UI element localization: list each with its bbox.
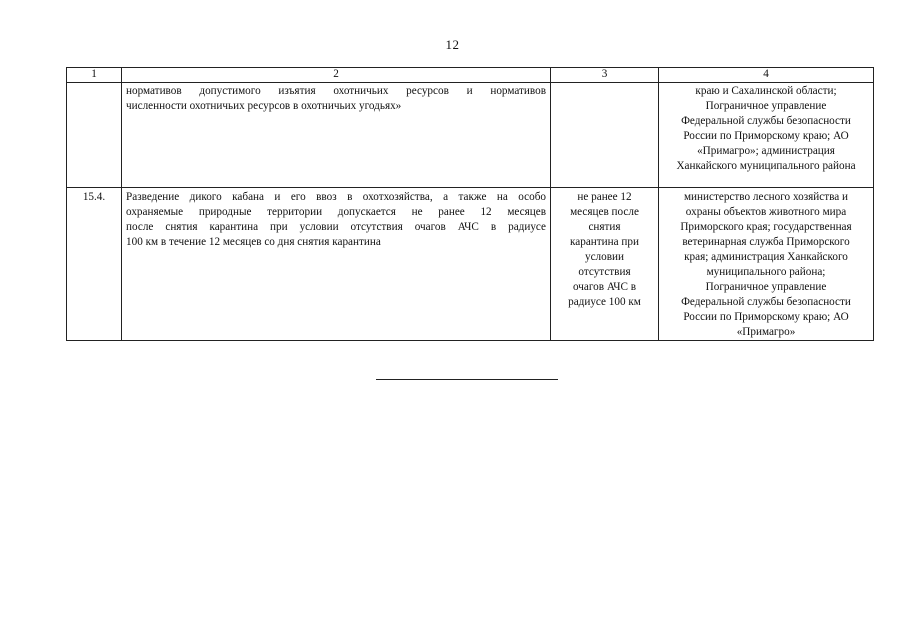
table-row	[67, 188, 874, 341]
executors-cell	[659, 188, 874, 341]
measure-text	[122, 188, 551, 341]
text-line: Федеральной службы безопасности	[681, 296, 851, 308]
text-line: Пограничное управление	[705, 281, 827, 293]
text-line: после снятия карантина при условии отсутствия очагов АЧС в радиусе	[126, 221, 546, 233]
column-header-4: 4	[659, 68, 874, 83]
text-line: края; администрация Ханкайского	[684, 251, 848, 263]
text-line: очагов АЧС в	[572, 281, 637, 293]
end-rule-divider	[376, 379, 558, 380]
text-line: нормативов допустимого изъятия охотничьих ресурсов и нормативов	[126, 85, 546, 97]
text-line: Федеральной службы безопасности	[681, 115, 851, 127]
text-line: численности охотничьих ресурсов в охотничьих угодьях»	[126, 100, 402, 112]
text-line: России по Приморскому краю; АО	[683, 130, 849, 142]
text-line: «Примагро»; администрация	[697, 145, 835, 157]
text-line: Ханкайского муниципального района	[676, 160, 856, 172]
text-line: месяцев после	[570, 206, 639, 218]
column-header-2: 2	[122, 68, 551, 83]
text-line: Разведение дикого кабана и его ввоз в охотхозяйства, а также на особо	[126, 191, 546, 203]
text-line: охраны объектов животного мира	[685, 206, 847, 218]
table-header-row	[67, 68, 874, 83]
text-line: условии	[585, 251, 624, 263]
text-line: радиусе 100 км	[568, 296, 641, 308]
text-line: министерство лесного хозяйства и	[683, 191, 849, 203]
column-header-1: 1	[67, 68, 122, 83]
term-cell	[551, 188, 659, 341]
executors-cell	[659, 83, 874, 188]
text-line: муниципального района;	[706, 266, 826, 278]
text-line: Приморского края; государственная	[680, 221, 852, 233]
text-line: Пограничное управление	[705, 100, 827, 112]
text-line: карантина при	[570, 236, 639, 248]
page-number: 12	[445, 37, 460, 52]
text-line: 100 км в течение 12 месяцев со дня снятия карантина	[126, 236, 381, 248]
term-cell	[551, 83, 659, 188]
text-line: отсутствия	[578, 266, 631, 278]
measures-table	[66, 67, 874, 341]
text-line: охраняемые природные территории допускается не ранее 12 месяцев	[126, 206, 546, 218]
column-header-3: 3	[551, 68, 659, 83]
row-number: 15.4.	[67, 188, 122, 341]
table-row	[67, 83, 874, 188]
text-line: ветеринарная служба Приморского	[682, 236, 850, 248]
text-line: снятия	[588, 221, 621, 233]
text-line: краю и Сахалинской области;	[695, 85, 837, 97]
text-line: России по Приморскому краю; АО	[683, 311, 849, 323]
text-line: «Примагро»	[736, 326, 796, 338]
text-line: не ранее 12	[577, 191, 632, 203]
measure-text	[122, 83, 551, 188]
row-number	[67, 83, 122, 188]
